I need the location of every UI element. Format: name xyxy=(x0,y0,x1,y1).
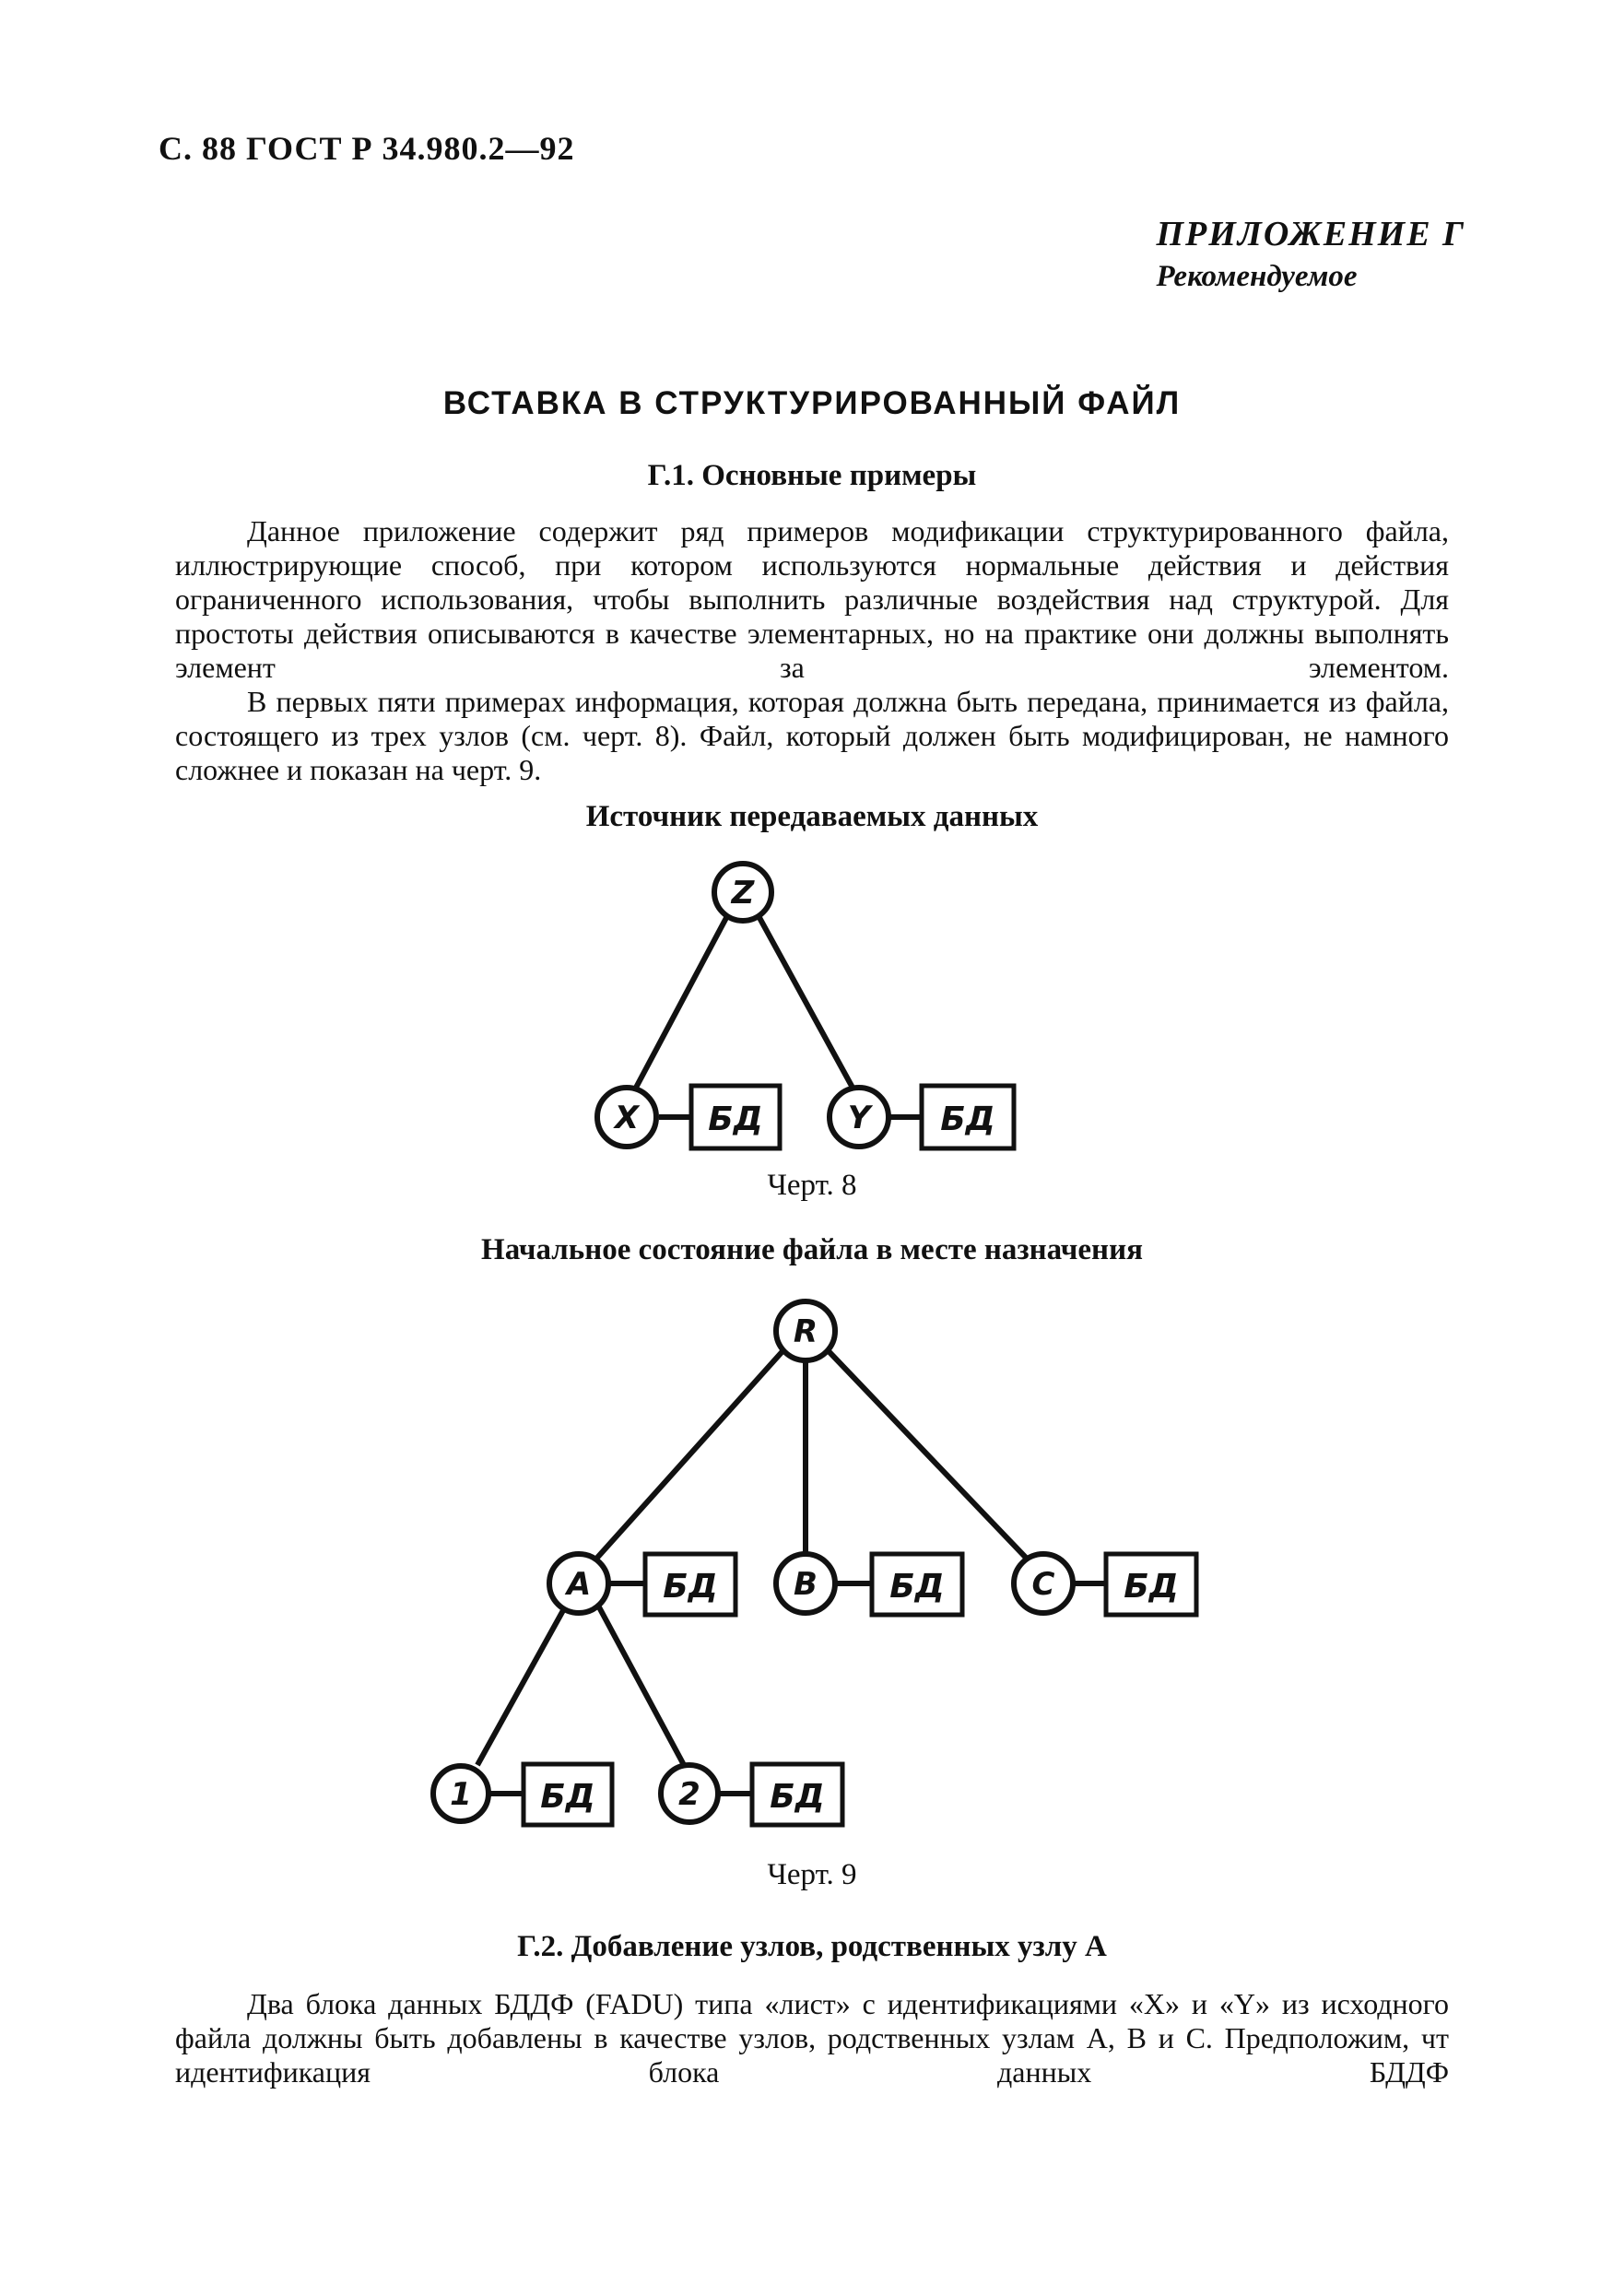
edge xyxy=(597,1350,783,1558)
data-block-label: БД xyxy=(708,1100,763,1138)
appendix-title: ПРИЛОЖЕНИЕ Г xyxy=(1156,215,1465,253)
node-label: C xyxy=(1031,1566,1055,1603)
figure9-diagram xyxy=(0,1281,1624,1853)
appendix-label xyxy=(1156,214,1465,294)
node-label: Z xyxy=(731,875,755,912)
edge xyxy=(477,1604,567,1765)
section-heading-g1: Г.1. Основные примеры xyxy=(647,459,977,492)
figure8-caption: Черт. 8 xyxy=(767,1169,857,1202)
figure8-diagram xyxy=(0,848,1624,1152)
paragraph: В первых пяти примерах информация, которая должна быть передана, принимается из файла, состоящего из трех узлов (см. черт. 8). Файл, который должен быть модифицирован, не намного сложнее и показан на черт. 9. xyxy=(175,685,1449,786)
edge xyxy=(597,1604,684,1765)
data-block-label: БД xyxy=(889,1568,945,1606)
appendix-status: Рекомендуемое xyxy=(1156,260,1358,293)
data-block-label: БД xyxy=(940,1100,995,1138)
node-label: 2 xyxy=(678,1776,700,1813)
figure9-heading: Начальное состояние файла в месте назначения xyxy=(481,1233,1143,1266)
data-block-label: БД xyxy=(663,1568,718,1606)
edge xyxy=(636,914,728,1088)
data-block-label: БД xyxy=(1124,1568,1179,1606)
figure9-caption: Черт. 9 xyxy=(767,1858,857,1891)
paragraph: Данное приложение содержит ряд примеров модификации структурированного файла, иллюстрирующие способ, при котором используются нормальные действия и действия ограниченного использования, чтобы выполнить различные воздействия над структурой. Для простоты действия описываются в качестве элементарных, но на практике они должны выполнять элемент за элементом. xyxy=(175,514,1449,684)
figure8-heading: Источник передаваемых данных xyxy=(585,800,1039,833)
data-block-label: БД xyxy=(540,1778,595,1816)
page-header: С. 88 ГОСТ Р 34.980.2—92 xyxy=(159,130,575,167)
node-label: A xyxy=(566,1566,592,1603)
document-title: ВСТАВКА В СТРУКТУРИРОВАННЫЙ ФАЙЛ xyxy=(442,385,1182,421)
paragraph: Два блока данных БДДФ (FADU) типа «лист» с идентификациями «X» и «Y» из исходного файла должны быть добавлены в качестве узлов, родственных узлам А, В и С. Предположим, чт идентификация блока данных БДДФ xyxy=(175,1987,1449,2089)
node-label: X xyxy=(614,1100,640,1136)
edge xyxy=(828,1350,1028,1559)
node-label: 1 xyxy=(450,1776,472,1813)
data-block-label: БД xyxy=(770,1778,825,1816)
node-label: Y xyxy=(847,1100,871,1136)
section-g1-body xyxy=(175,514,1449,787)
section-g2-body xyxy=(175,1987,1449,2089)
section-heading-g2: Г.2. Добавление узлов, родственных узлу А xyxy=(517,1930,1107,1963)
node-label: R xyxy=(793,1313,818,1350)
node-label: B xyxy=(794,1566,818,1603)
edge xyxy=(758,914,853,1088)
